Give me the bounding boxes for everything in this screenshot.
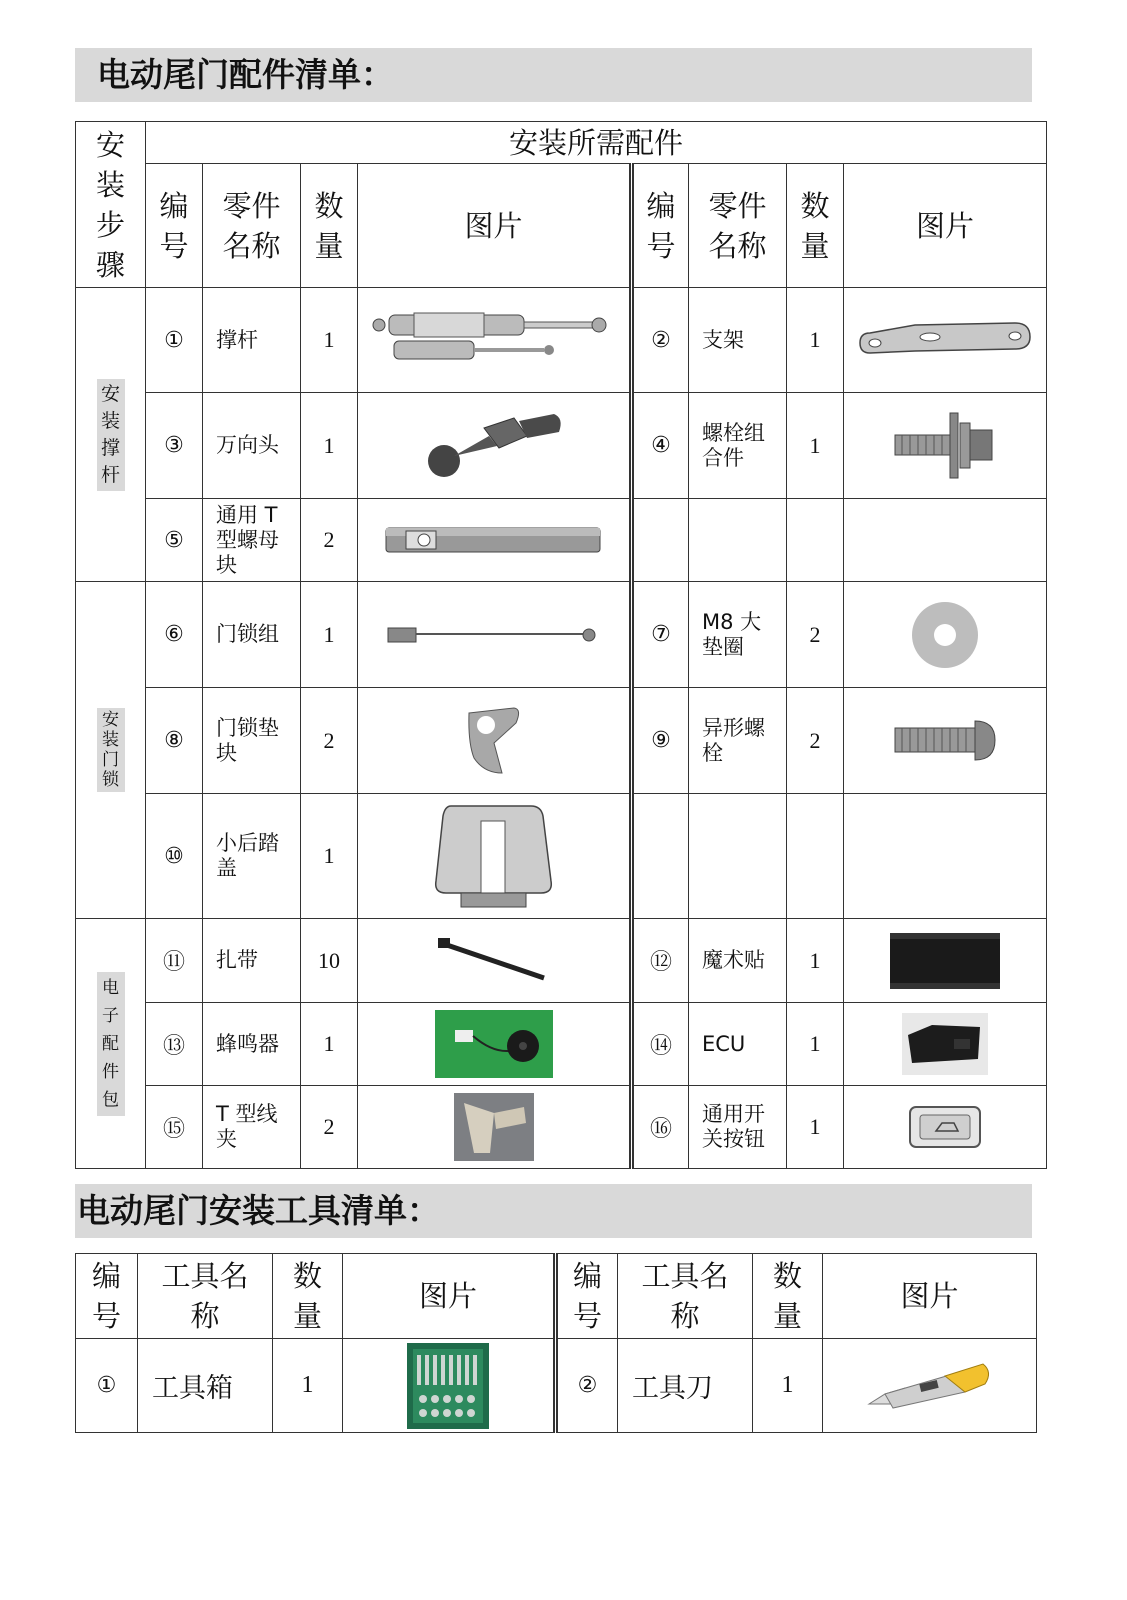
tool-picture (343, 1339, 556, 1433)
tool-qty: 1 (753, 1339, 823, 1433)
part-qty: 1 (301, 393, 358, 499)
part-qty: 1 (301, 582, 358, 688)
tool-qty-header: 数量 (753, 1254, 823, 1339)
part-picture (358, 1003, 632, 1086)
parts-table (75, 121, 1047, 1169)
part-picture (844, 288, 1047, 393)
tools-table (75, 1253, 1037, 1433)
parts-list-title: 电动尾门配件清单： (75, 48, 1032, 102)
part-name: 扎带 (203, 919, 301, 1003)
part-no: ⑧ (146, 688, 203, 794)
tool-name-header: 工具名称 (138, 1254, 273, 1339)
t-clip-icon (454, 1093, 534, 1161)
part-picture (358, 919, 632, 1003)
no-header-left: 编号 (146, 164, 203, 288)
tool-no-header: 编号 (556, 1254, 618, 1339)
table-row (76, 1086, 1047, 1169)
part-no: ⑬ (146, 1003, 203, 1086)
part-no: ⑥ (146, 582, 203, 688)
tool-picture (823, 1339, 1037, 1433)
part-qty: 10 (301, 919, 358, 1003)
part-name: T 型线夹 (203, 1086, 301, 1169)
cable-tie-icon (434, 936, 554, 986)
part-no: ③ (146, 393, 203, 499)
part-name: 门锁垫块 (203, 688, 301, 794)
table-row (76, 1003, 1047, 1086)
ball-joint-icon (419, 406, 569, 486)
table-row (76, 688, 1047, 794)
part-qty: 1 (787, 393, 844, 499)
tools-list-title: 电动尾门安装工具清单： (75, 1184, 1032, 1238)
group-header: 安装所需配件 (146, 122, 1047, 164)
table-row (76, 288, 1047, 393)
step-cell (76, 582, 146, 919)
part-no: ⑮ (146, 1086, 203, 1169)
part-qty: 2 (301, 1086, 358, 1169)
part-picture (358, 794, 632, 919)
part-qty: 2 (301, 499, 358, 582)
part-no: ⑫ (632, 919, 689, 1003)
table-row (76, 582, 1047, 688)
part-no: ⑪ (146, 919, 203, 1003)
table-row (76, 1339, 1037, 1433)
t-nut-block-icon (384, 522, 604, 558)
part-name: 通用 T 型螺母块 (203, 499, 301, 582)
part-name: 支架 (689, 288, 787, 393)
part-name: 小后踏盖 (203, 794, 301, 919)
tool-qty: 1 (273, 1339, 343, 1433)
table-row (76, 499, 1047, 582)
qty-header-left: 数量 (301, 164, 358, 288)
part-name: 螺栓组合件 (689, 393, 787, 499)
step-cell (76, 288, 146, 582)
switch-button-icon (908, 1105, 982, 1149)
step-header: 安装步骤 (76, 122, 146, 288)
tool-name: 工具刀 (618, 1339, 753, 1433)
part-no: ① (146, 288, 203, 393)
part-picture (358, 582, 632, 688)
step-label: 安装门锁 (97, 708, 125, 792)
part-qty: 1 (787, 1086, 844, 1169)
washer-icon (909, 599, 981, 671)
part-picture (358, 288, 632, 393)
part-picture (844, 919, 1047, 1003)
part-name: ECU (689, 1003, 787, 1086)
part-no: ④ (632, 393, 689, 499)
gas-strut-icon (369, 305, 619, 375)
tool-name: 工具箱 (138, 1339, 273, 1433)
tool-no: ② (556, 1339, 618, 1433)
part-no: ⑩ (146, 794, 203, 919)
pic-header-left: 图片 (358, 164, 632, 288)
part-no: ⑭ (632, 1003, 689, 1086)
part-picture (358, 1086, 632, 1169)
special-bolt-icon (890, 716, 1000, 766)
part-picture (844, 1086, 1047, 1169)
step-label: 电子配件包 (97, 972, 125, 1116)
table-row (76, 794, 1047, 919)
tool-qty-header: 数量 (273, 1254, 343, 1339)
tool-name-header: 工具名称 (618, 1254, 753, 1339)
part-picture (844, 393, 1047, 499)
toolbox-icon (407, 1343, 489, 1429)
part-picture (844, 688, 1047, 794)
ecu-icon (902, 1013, 988, 1075)
no-header-right: 编号 (632, 164, 689, 288)
part-qty: 1 (787, 919, 844, 1003)
part-name: 门锁组 (203, 582, 301, 688)
bolt-assembly-icon (890, 408, 1000, 483)
door-lock-cable-icon (384, 620, 604, 650)
part-picture (844, 582, 1047, 688)
part-picture (358, 688, 632, 794)
step-label: 安装撑杆 (97, 379, 125, 491)
part-name: 魔术贴 (689, 919, 787, 1003)
part-no: ② (632, 288, 689, 393)
part-qty: 1 (301, 1003, 358, 1086)
name-header-right: 零件名称 (689, 164, 787, 288)
part-qty: 1 (301, 794, 358, 919)
part-no: ⑤ (146, 499, 203, 582)
tool-pic-header: 图片 (343, 1254, 556, 1339)
tool-no: ① (76, 1339, 138, 1433)
tool-pic-header: 图片 (823, 1254, 1037, 1339)
part-no: ⑯ (632, 1086, 689, 1169)
part-qty: 2 (787, 582, 844, 688)
pic-header-right: 图片 (844, 164, 1047, 288)
tool-no-header: 编号 (76, 1254, 138, 1339)
step-cover-icon (431, 801, 556, 911)
step-cell (76, 919, 146, 1169)
name-header-left: 零件名称 (203, 164, 301, 288)
part-picture (358, 393, 632, 499)
part-picture (358, 499, 632, 582)
velcro-icon (890, 933, 1000, 989)
part-qty: 2 (787, 688, 844, 794)
table-row (76, 393, 1047, 499)
bracket-icon (855, 315, 1035, 365)
part-qty: 1 (787, 288, 844, 393)
table-row (76, 919, 1047, 1003)
part-name: M8 大垫圈 (689, 582, 787, 688)
qty-header-right: 数量 (787, 164, 844, 288)
part-qty: 1 (787, 1003, 844, 1086)
buzzer-icon (435, 1010, 553, 1078)
part-qty: 2 (301, 688, 358, 794)
utility-knife-icon (865, 1358, 995, 1414)
part-picture (844, 1003, 1047, 1086)
part-no: ⑦ (632, 582, 689, 688)
part-qty: 1 (301, 288, 358, 393)
lock-spacer-icon (464, 703, 524, 778)
part-name: 万向头 (203, 393, 301, 499)
part-name: 撑杆 (203, 288, 301, 393)
part-name: 异形螺栓 (689, 688, 787, 794)
part-name: 通用开关按钮 (689, 1086, 787, 1169)
part-no: ⑨ (632, 688, 689, 794)
part-name: 蜂鸣器 (203, 1003, 301, 1086)
